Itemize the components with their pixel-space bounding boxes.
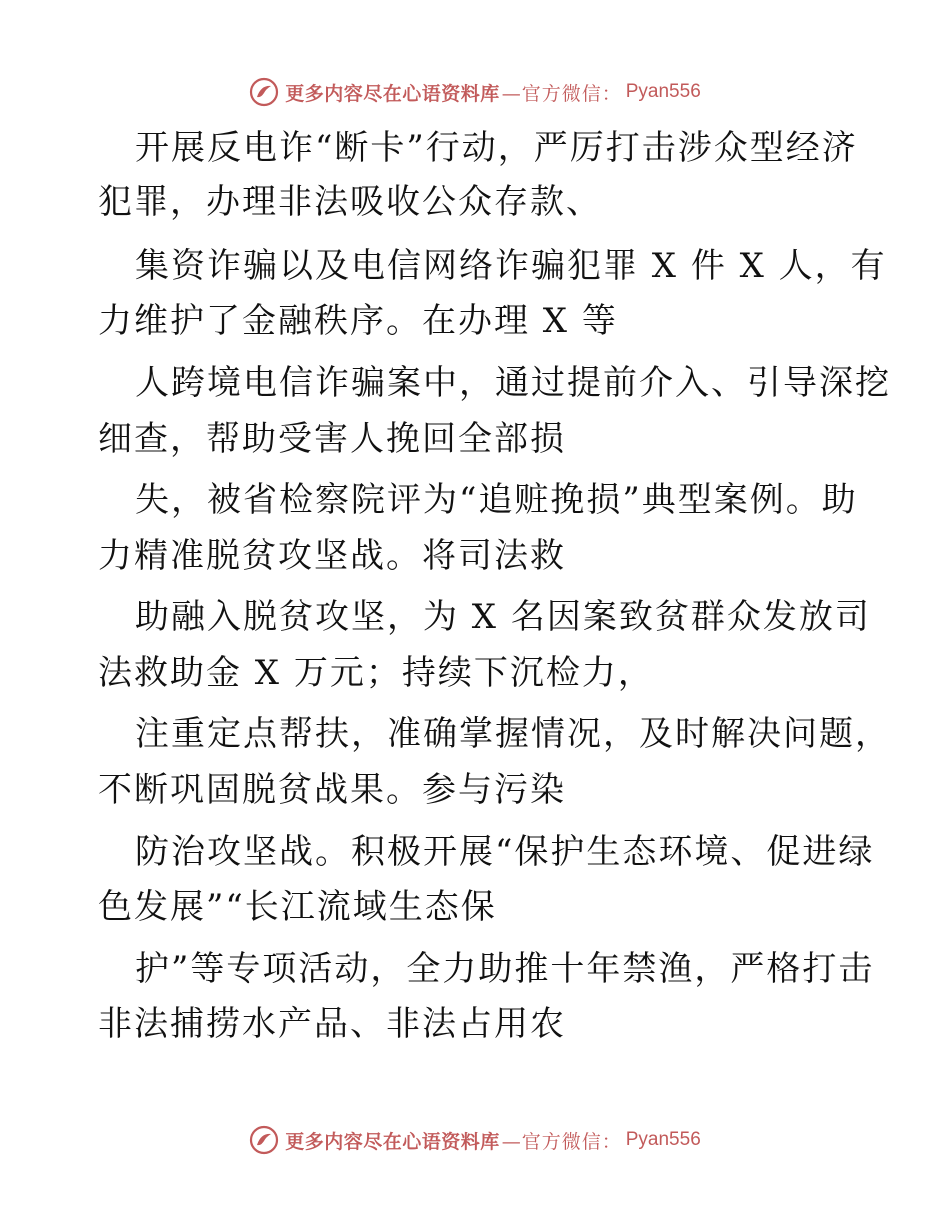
footer-watermark-banner [0,1120,950,1160]
logo-icon [249,1125,279,1155]
body-line: 法救助金 X 万元；持续下沉检力， [98,653,654,693]
body-line: 助融入脱贫攻坚，为 X 名因案致贫群众发放司 [135,597,871,637]
body-line: 色发展”“长江流域生态保 [98,887,497,927]
body-line: 力精准脱贫攻坚战。将司法救 [98,536,566,576]
body-line: 开展反电诈“断卡”行动，严厉打击涉众型经济 [135,128,858,168]
body-line: 人跨境电信诈骗案中，通过提前介入、引导深挖 [135,363,891,403]
body-line: 失，被省检察院评为“追赃挽损”典型案例。助 [135,480,858,520]
banner-site-text: 更多内容尽在心语资料库 [285,82,500,105]
banner-site-text: 更多内容尽在心语资料库 [285,1130,500,1153]
body-line: 注重定点帮扶，准确掌握情况，及时解决问题， [135,714,891,754]
banner-wechat-id: Pyan556 [625,81,701,102]
body-line: 犯罪，办理非法吸收公众存款、 [98,182,602,222]
body-line: 护”等专项活动，全力助推十年禁渔，严格打击 [135,949,875,989]
logo-icon [249,77,279,107]
body-line: 不断巩固脱贫战果。参与污染 [98,770,566,810]
banner-wechat-label: —官方微信： [501,1130,622,1153]
banner-wechat-label: —官方微信： [501,82,622,105]
body-line: 力维护了金融秩序。在办理 X 等 [98,301,618,341]
header-watermark-banner [0,72,950,112]
body-line: 防治攻坚战。积极开展“保护生态环境、促进绿 [135,832,875,872]
banner-wechat-id: Pyan556 [625,1129,701,1150]
body-line: 集资诈骗以及电信网络诈骗犯罪 X 件 X 人，有 [135,246,887,286]
body-line: 非法捕捞水产品、非法占用农 [98,1004,566,1044]
body-line: 细查，帮助受害人挽回全部损 [98,419,566,459]
